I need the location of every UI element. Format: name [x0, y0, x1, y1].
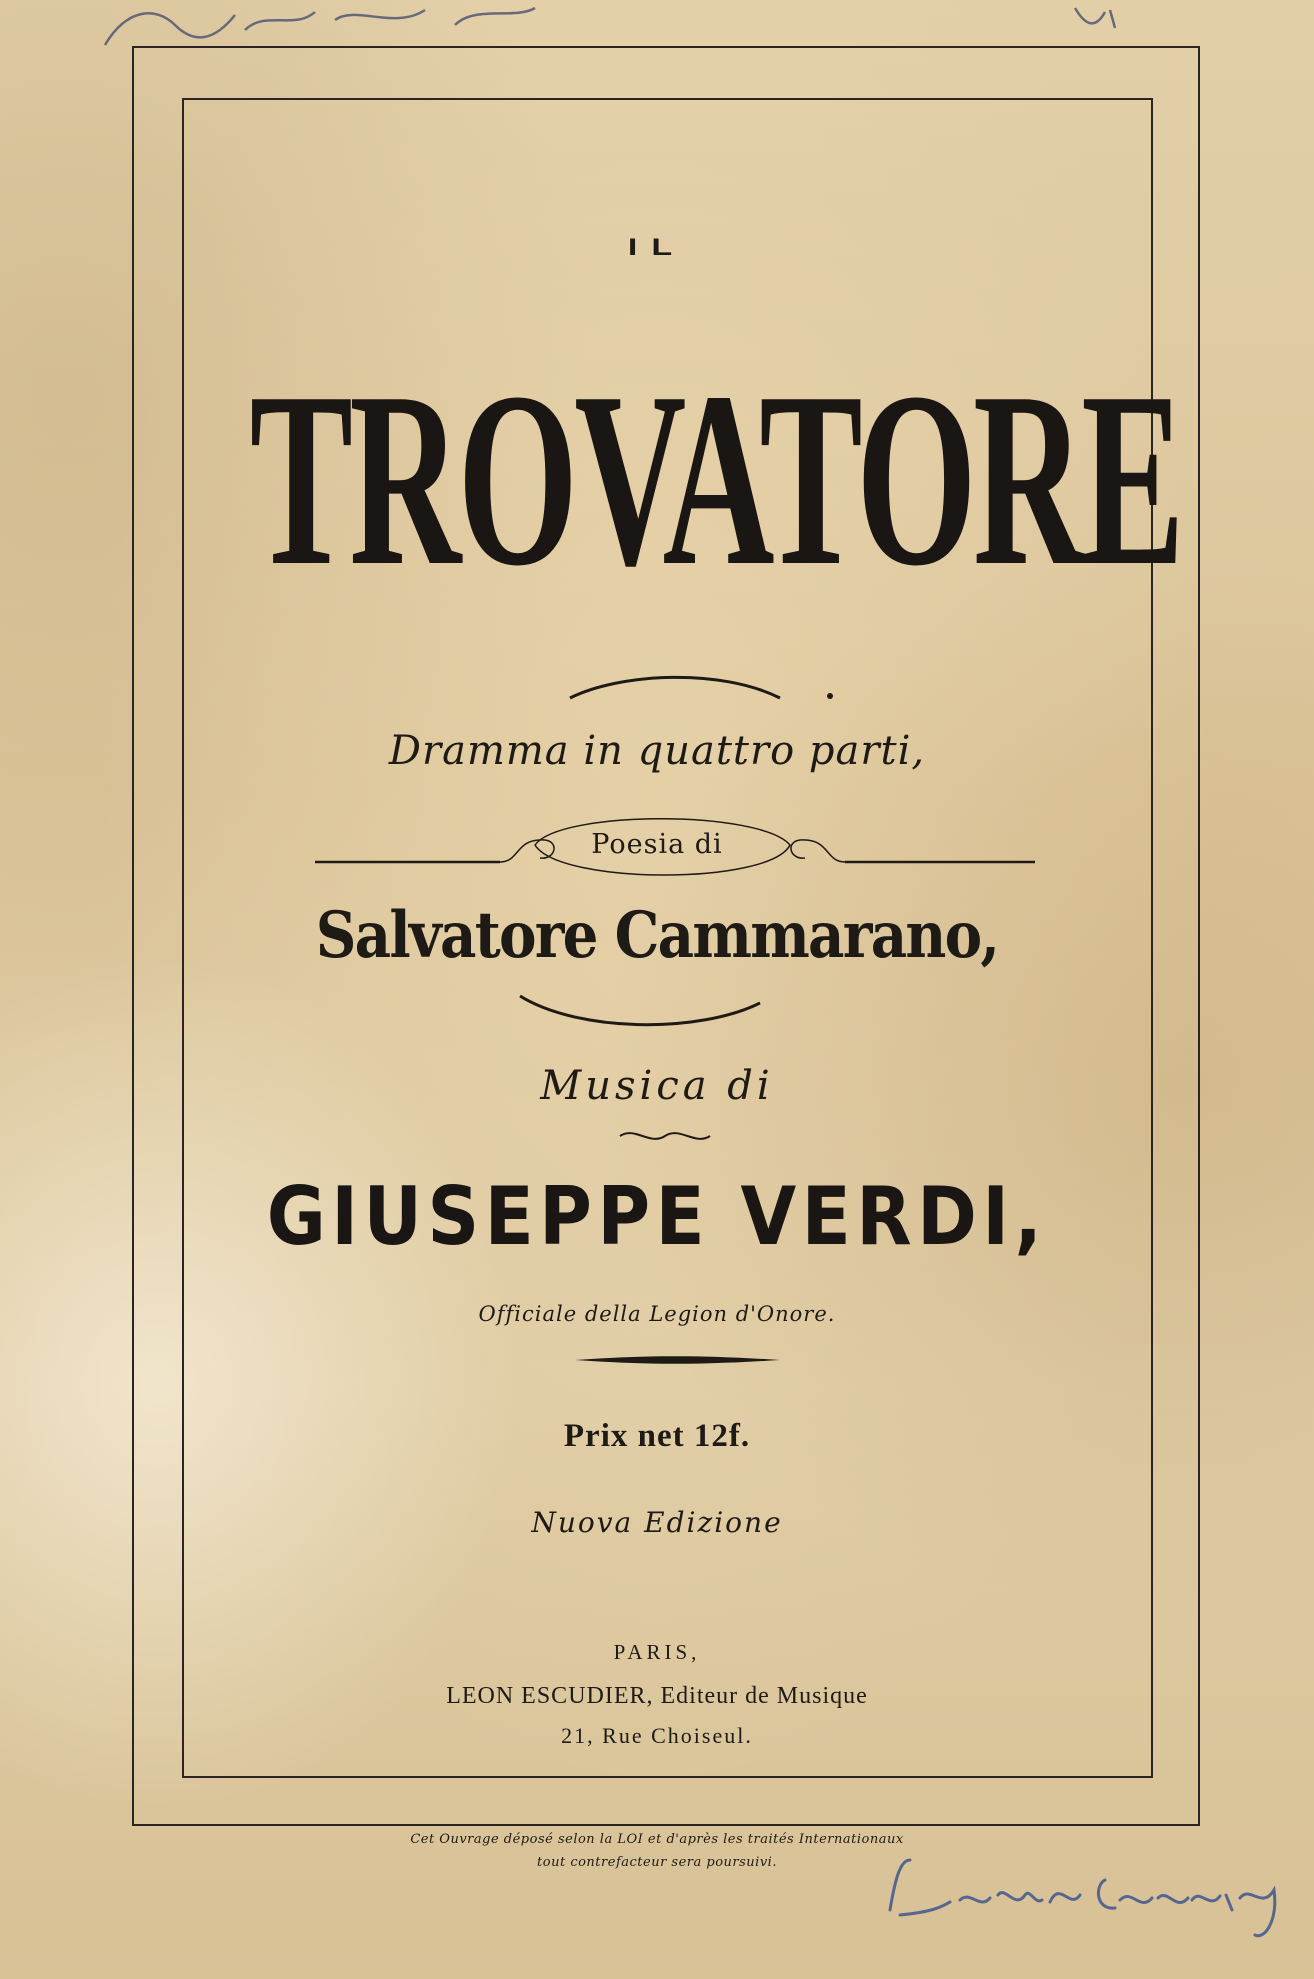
handwritten-signature — [870, 1840, 1290, 1950]
line-divider — [0, 1350, 1314, 1370]
edition-label: Nuova Edizione — [531, 1506, 783, 1539]
title-article: IL — [627, 233, 687, 261]
composer-name: GIUSEPPE VERDI, — [266, 1170, 1048, 1263]
price: Prix net 12f. — [563, 1418, 751, 1454]
publisher-city: PARIS, — [613, 1640, 701, 1664]
swash-divider-2 — [0, 988, 1314, 1038]
opera-title: TROVATORE — [249, 341, 1181, 618]
publisher-name: LEON ESCUDIER, Editeur de Musique — [446, 1683, 868, 1709]
librettist-name: Salvatore Cammarano, — [315, 898, 999, 973]
small-scroll-ornament — [0, 1126, 1314, 1146]
legal-notice-line-1: Cet Ouvrage déposé selon la LOI et d'après les traités Internationaux — [410, 1832, 904, 1847]
swash-divider-1 — [0, 668, 1314, 718]
legal-notice-line-2: tout contrefacteur sera poursuivi. — [537, 1855, 777, 1870]
publisher-address: 21, Rue Choiseul. — [561, 1723, 753, 1748]
music-label: Musica di — [540, 1063, 774, 1109]
poetry-label: Poesia di — [591, 829, 723, 860]
composer-honor: Officiale della Legion d'Onore. — [478, 1302, 836, 1326]
subtitle: Dramma in quattro parti, — [388, 728, 926, 774]
